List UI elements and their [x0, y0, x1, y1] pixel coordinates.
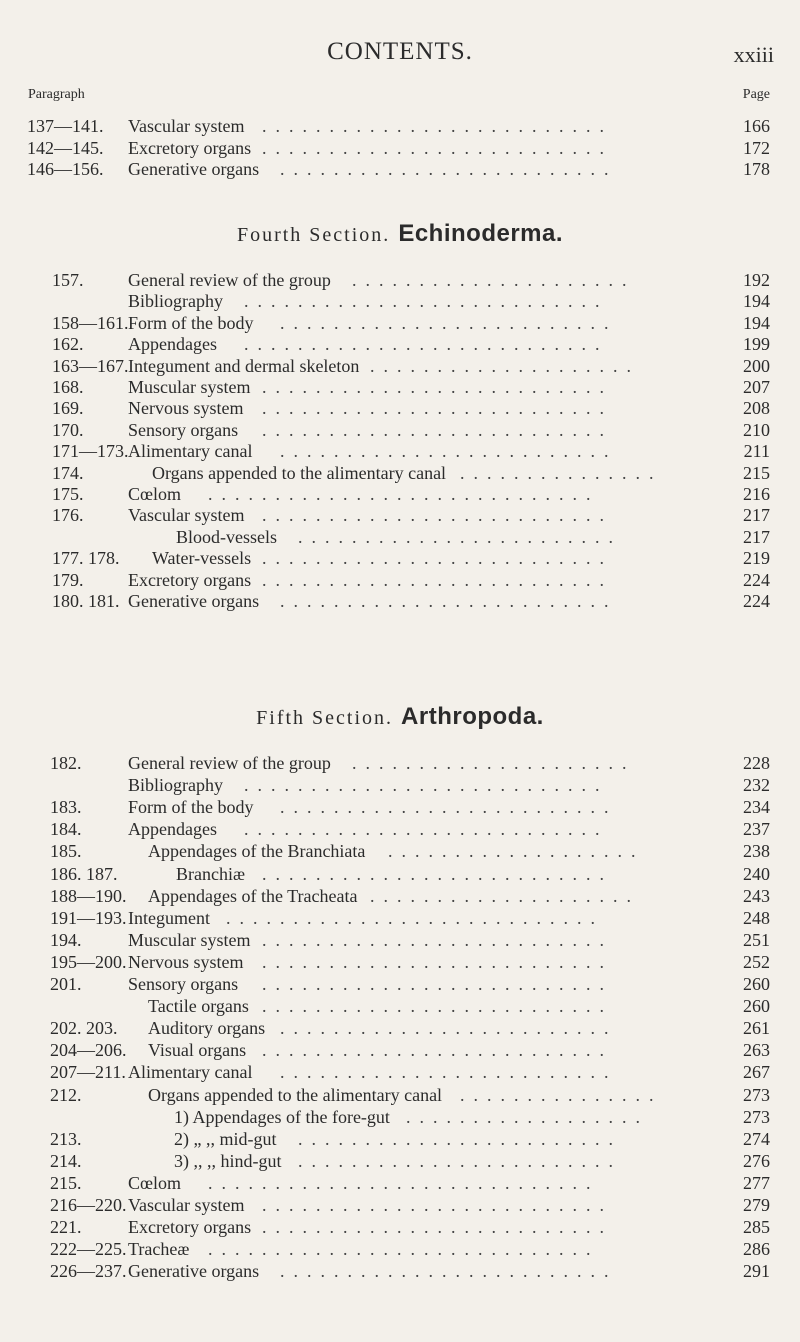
toc-row [0, 1238, 800, 1261]
entry-title: 1) Appendages of the fore-gut [174, 1106, 390, 1127]
paragraph-number: 215. [50, 1172, 82, 1193]
paragraph-number: 171—173. [52, 441, 129, 462]
paragraph-number: 174. [52, 462, 84, 483]
entry-title: Cœlom [128, 484, 182, 504]
dot-leader: ........................... [244, 819, 609, 840]
paragraph-number: 180. 181. [52, 591, 120, 611]
page-ref: 248 [743, 907, 770, 928]
entry-title: General review of the group [128, 270, 331, 290]
dot-leader: ........................... [244, 334, 609, 355]
paragraph-number: 182. [50, 753, 82, 773]
entry-title: Bibliography [128, 775, 223, 796]
dot-leader: .......................... [262, 398, 613, 419]
page-ref: 166 [743, 116, 770, 136]
dot-leader: ................... [388, 841, 645, 862]
entry-title: Alimentary canal [128, 1062, 253, 1083]
entry-title: Generative organs [128, 1261, 260, 1282]
paragraph-number: 212. [50, 1084, 82, 1105]
dot-leader: .......................... [262, 505, 613, 526]
toc-row [0, 333, 800, 356]
toc-row [0, 1260, 800, 1283]
entry-title: Generative organs [128, 591, 260, 611]
toc-row [0, 115, 800, 138]
paragraph-number: 184. [50, 819, 82, 840]
page-ref: 194 [743, 291, 770, 312]
paragraph-number: 207—211. [50, 1062, 126, 1083]
page-ref: 276 [743, 1150, 770, 1171]
paragraph-number: 163—167. [52, 355, 129, 376]
toc-row [0, 796, 800, 819]
paragraph-number: 222—225. [50, 1239, 127, 1260]
dot-leader: ............................. [208, 1239, 600, 1260]
dot-leader: .......................... [262, 1040, 613, 1061]
entry-title: Integument and dermal skeleton [128, 355, 360, 376]
paragraph-number: 179. [52, 569, 84, 590]
dot-leader: ............... [460, 1084, 663, 1105]
page-ref: 260 [743, 974, 770, 994]
dot-leader: ............................ [226, 907, 604, 928]
toc-row [0, 312, 800, 335]
paragraph-number: 191—193. [50, 907, 127, 928]
toc-row [0, 1106, 800, 1129]
page-ref: 238 [743, 841, 770, 862]
entry-title: 3) ,, ,, hind-gut [174, 1150, 282, 1171]
page-ref: 267 [743, 1062, 770, 1083]
toc-row [0, 1128, 800, 1151]
page-ref: 224 [743, 569, 770, 590]
toc-row [0, 269, 800, 292]
page-ref: 217 [743, 505, 770, 526]
entry-title: Muscular system [128, 377, 251, 397]
page-ref: 273 [743, 1106, 770, 1127]
page-number: xxiii [733, 42, 774, 67]
paragraph-number: 168. [52, 377, 84, 397]
page-ref: 207 [743, 377, 770, 397]
entry-title: Form of the body [128, 312, 254, 333]
section-label: Fifth Section. [256, 707, 394, 729]
page-ref: 178 [743, 159, 770, 179]
toc-row [0, 1017, 800, 1040]
page-ref: 251 [743, 929, 770, 950]
toc-row [0, 1150, 800, 1173]
section-name: Echinoderma. [398, 220, 564, 247]
page-column-header: Page [742, 87, 770, 102]
entry-title: Appendages of the Tracheata [148, 885, 358, 906]
page-ref: 232 [743, 775, 770, 796]
paragraph-number: 175. [52, 484, 84, 504]
toc-row [0, 526, 800, 549]
entry-title: Vascular system [128, 116, 245, 136]
toc-row [0, 397, 800, 420]
toc-row [0, 951, 800, 974]
toc-row [0, 840, 800, 863]
entry-title: Auditory organs [148, 1018, 266, 1039]
page-ref: 263 [743, 1040, 770, 1061]
paragraph-number: 162. [52, 334, 84, 355]
toc-row [0, 137, 800, 160]
paragraph-number: 226—237. [50, 1261, 127, 1282]
entry-title: Tracheæ [128, 1239, 190, 1260]
toc-row [0, 504, 800, 527]
entry-title: General review of the group [128, 753, 331, 773]
page-ref: 211 [743, 441, 770, 462]
paragraph-number: 214. [50, 1150, 82, 1171]
toc-row [0, 1084, 800, 1107]
dot-leader: .................... [370, 885, 640, 906]
paragraph-number: 146—156. [27, 159, 104, 179]
toc-row [0, 1061, 800, 1084]
entry-title: Appendages of the Branchiata [148, 841, 366, 862]
entry-title: Integument [128, 907, 210, 928]
dot-leader: ............................. [208, 484, 600, 504]
entry-title: Blood-vessels [176, 526, 277, 547]
dot-leader: ............................. [208, 1172, 600, 1193]
paragraph-column-header: Paragraph [28, 87, 85, 102]
dot-leader: ......................... [280, 441, 618, 462]
page-ref: 199 [743, 334, 770, 355]
page-ref: 279 [743, 1195, 770, 1215]
paragraph-number: 188—190. [50, 885, 127, 906]
toc-row [0, 929, 800, 952]
entry-title: Generative organs [128, 159, 260, 179]
page-ref: 291 [743, 1261, 770, 1282]
dot-leader: ..................... [352, 753, 636, 773]
toc-row [0, 818, 800, 841]
paragraph-number: 170. [52, 419, 84, 440]
paragraph-number: 202. 203. [50, 1018, 118, 1039]
page-ref: 210 [743, 419, 770, 440]
page-ref: 208 [743, 398, 770, 419]
entry-title: Cœlom [128, 1172, 182, 1193]
dot-leader: ......................... [280, 159, 618, 179]
toc-row [0, 158, 800, 181]
dot-leader: ......................... [280, 797, 618, 818]
page-ref: 277 [743, 1172, 770, 1193]
entry-title: Branchiæ [176, 863, 245, 884]
page-ref: 234 [743, 797, 770, 818]
page-ref: 217 [743, 526, 770, 547]
toc-row [0, 1039, 800, 1062]
page-ref: 273 [743, 1084, 770, 1105]
page-ref: 274 [743, 1128, 770, 1149]
section-heading [0, 220, 800, 248]
dot-leader: .......................... [262, 929, 613, 950]
toc-row [0, 569, 800, 592]
page-ref: 286 [743, 1239, 770, 1260]
page-ref: 261 [743, 1018, 770, 1039]
entry-title: Nervous system [128, 951, 244, 972]
toc-row [0, 419, 800, 442]
toc-row [0, 907, 800, 930]
page-ref: 215 [743, 462, 770, 483]
entry-title: Appendages [128, 334, 217, 355]
paragraph-number: 169. [52, 398, 84, 419]
dot-leader: ......................... [280, 1261, 618, 1282]
dot-leader: .................. [406, 1106, 649, 1127]
dot-leader: .......................... [262, 974, 613, 994]
section-heading [0, 703, 800, 731]
page-ref: 224 [743, 591, 770, 611]
toc-row [0, 1216, 800, 1239]
dot-leader: ......................... [280, 312, 618, 333]
toc-row [0, 973, 800, 996]
page-ref: 228 [743, 753, 770, 773]
entry-title: Organs appended to the alimentary canal [152, 462, 447, 483]
dot-leader: ........................ [298, 1128, 622, 1149]
page-ref: 216 [743, 484, 770, 504]
paragraph-number: 186. 187. [50, 863, 118, 884]
entry-title: 2) „ ,, mid-gut [174, 1128, 277, 1149]
toc-row [0, 590, 800, 613]
entry-title: Alimentary canal [128, 441, 253, 462]
dot-leader: ..................... [352, 270, 636, 290]
dot-leader: .......................... [262, 863, 613, 884]
page-ref: 252 [743, 951, 770, 972]
entry-title: Bibliography [128, 291, 223, 312]
toc-row [0, 995, 800, 1018]
paragraph-number: 213. [50, 1128, 82, 1149]
page-title: CONTENTS. [327, 38, 473, 65]
entry-title: Sensory organs [128, 974, 239, 994]
paragraph-number: 176. [52, 505, 84, 526]
dot-leader: .......................... [262, 137, 613, 158]
paragraph-number: 221. [50, 1217, 82, 1238]
page-ref: 285 [743, 1217, 770, 1238]
paragraph-number: 137—141. [27, 116, 104, 136]
toc-row [0, 355, 800, 378]
dot-leader: .......................... [262, 548, 613, 569]
entry-title: Tactile organs [148, 996, 249, 1017]
dot-leader: ......................... [280, 591, 618, 611]
dot-leader: ........................... [244, 291, 609, 312]
paragraph-number: 183. [50, 797, 82, 818]
toc-row [0, 376, 800, 399]
entry-title: Sensory organs [128, 419, 239, 440]
toc-row [0, 863, 800, 886]
entry-title: Organs appended to the alimentary canal [148, 1084, 443, 1105]
paragraph-number: 204—206. [50, 1040, 127, 1061]
dot-leader: .......................... [262, 996, 613, 1017]
paragraph-number: 194. [50, 929, 82, 950]
dot-leader: ......................... [280, 1062, 618, 1083]
dot-leader: .................... [370, 355, 640, 376]
dot-leader: .......................... [262, 1195, 613, 1215]
page-header [0, 38, 800, 78]
entry-title: Vascular system [128, 505, 245, 526]
entry-title: Muscular system [128, 929, 251, 950]
toc-row [0, 774, 800, 797]
section-label: Fourth Section. [236, 224, 391, 246]
dot-leader: .......................... [262, 377, 613, 397]
page-ref: 237 [743, 819, 770, 840]
entry-title: Nervous system [128, 398, 244, 419]
dot-leader: .......................... [262, 569, 613, 590]
page-ref: 200 [743, 355, 770, 376]
paragraph-number: 177. 178. [52, 548, 120, 569]
page-ref: 172 [743, 137, 770, 158]
page-ref: 240 [743, 863, 770, 884]
entry-title: Visual organs [148, 1040, 247, 1061]
page-ref: 243 [743, 885, 770, 906]
entry-title: Excretory organs [128, 137, 252, 158]
page-ref: 194 [743, 312, 770, 333]
paragraph-number: 216—220. [50, 1195, 127, 1215]
entry-title: Form of the body [128, 797, 254, 818]
page-ref: 219 [743, 548, 770, 569]
paragraph-number: 201. [50, 974, 82, 994]
toc-row [0, 547, 800, 570]
page-ref: 260 [743, 996, 770, 1017]
entry-title: Water-vessels [152, 548, 252, 569]
toc-row [0, 885, 800, 908]
toc-row [0, 462, 800, 485]
toc-row [0, 440, 800, 463]
dot-leader: ........................ [298, 526, 622, 547]
dot-leader: ........................ [298, 1150, 622, 1171]
paragraph-number: 157. [52, 270, 84, 290]
toc-row [0, 752, 800, 775]
dot-leader: .......................... [262, 951, 613, 972]
dot-leader: ............... [460, 462, 663, 483]
paragraph-number: 195—200. [50, 951, 127, 972]
page-ref: 192 [743, 270, 770, 290]
dot-leader: .......................... [262, 419, 613, 440]
entry-title: Excretory organs [128, 569, 252, 590]
paragraph-number: 158—161. [52, 312, 129, 333]
dot-leader: .......................... [262, 116, 613, 136]
dot-leader: ......................... [280, 1018, 618, 1039]
paragraph-number: 185. [50, 841, 82, 862]
toc-row [0, 1194, 800, 1217]
section-name: Arthropoda. [401, 703, 544, 730]
toc-row [0, 1172, 800, 1195]
dot-leader: .......................... [262, 1217, 613, 1238]
entry-title: Appendages [128, 819, 217, 840]
entry-title: Excretory organs [128, 1217, 252, 1238]
toc-row [0, 483, 800, 506]
toc-row [0, 290, 800, 313]
entry-title: Vascular system [128, 1195, 245, 1215]
paragraph-number: 142—145. [27, 137, 104, 158]
dot-leader: ........................... [244, 775, 609, 796]
